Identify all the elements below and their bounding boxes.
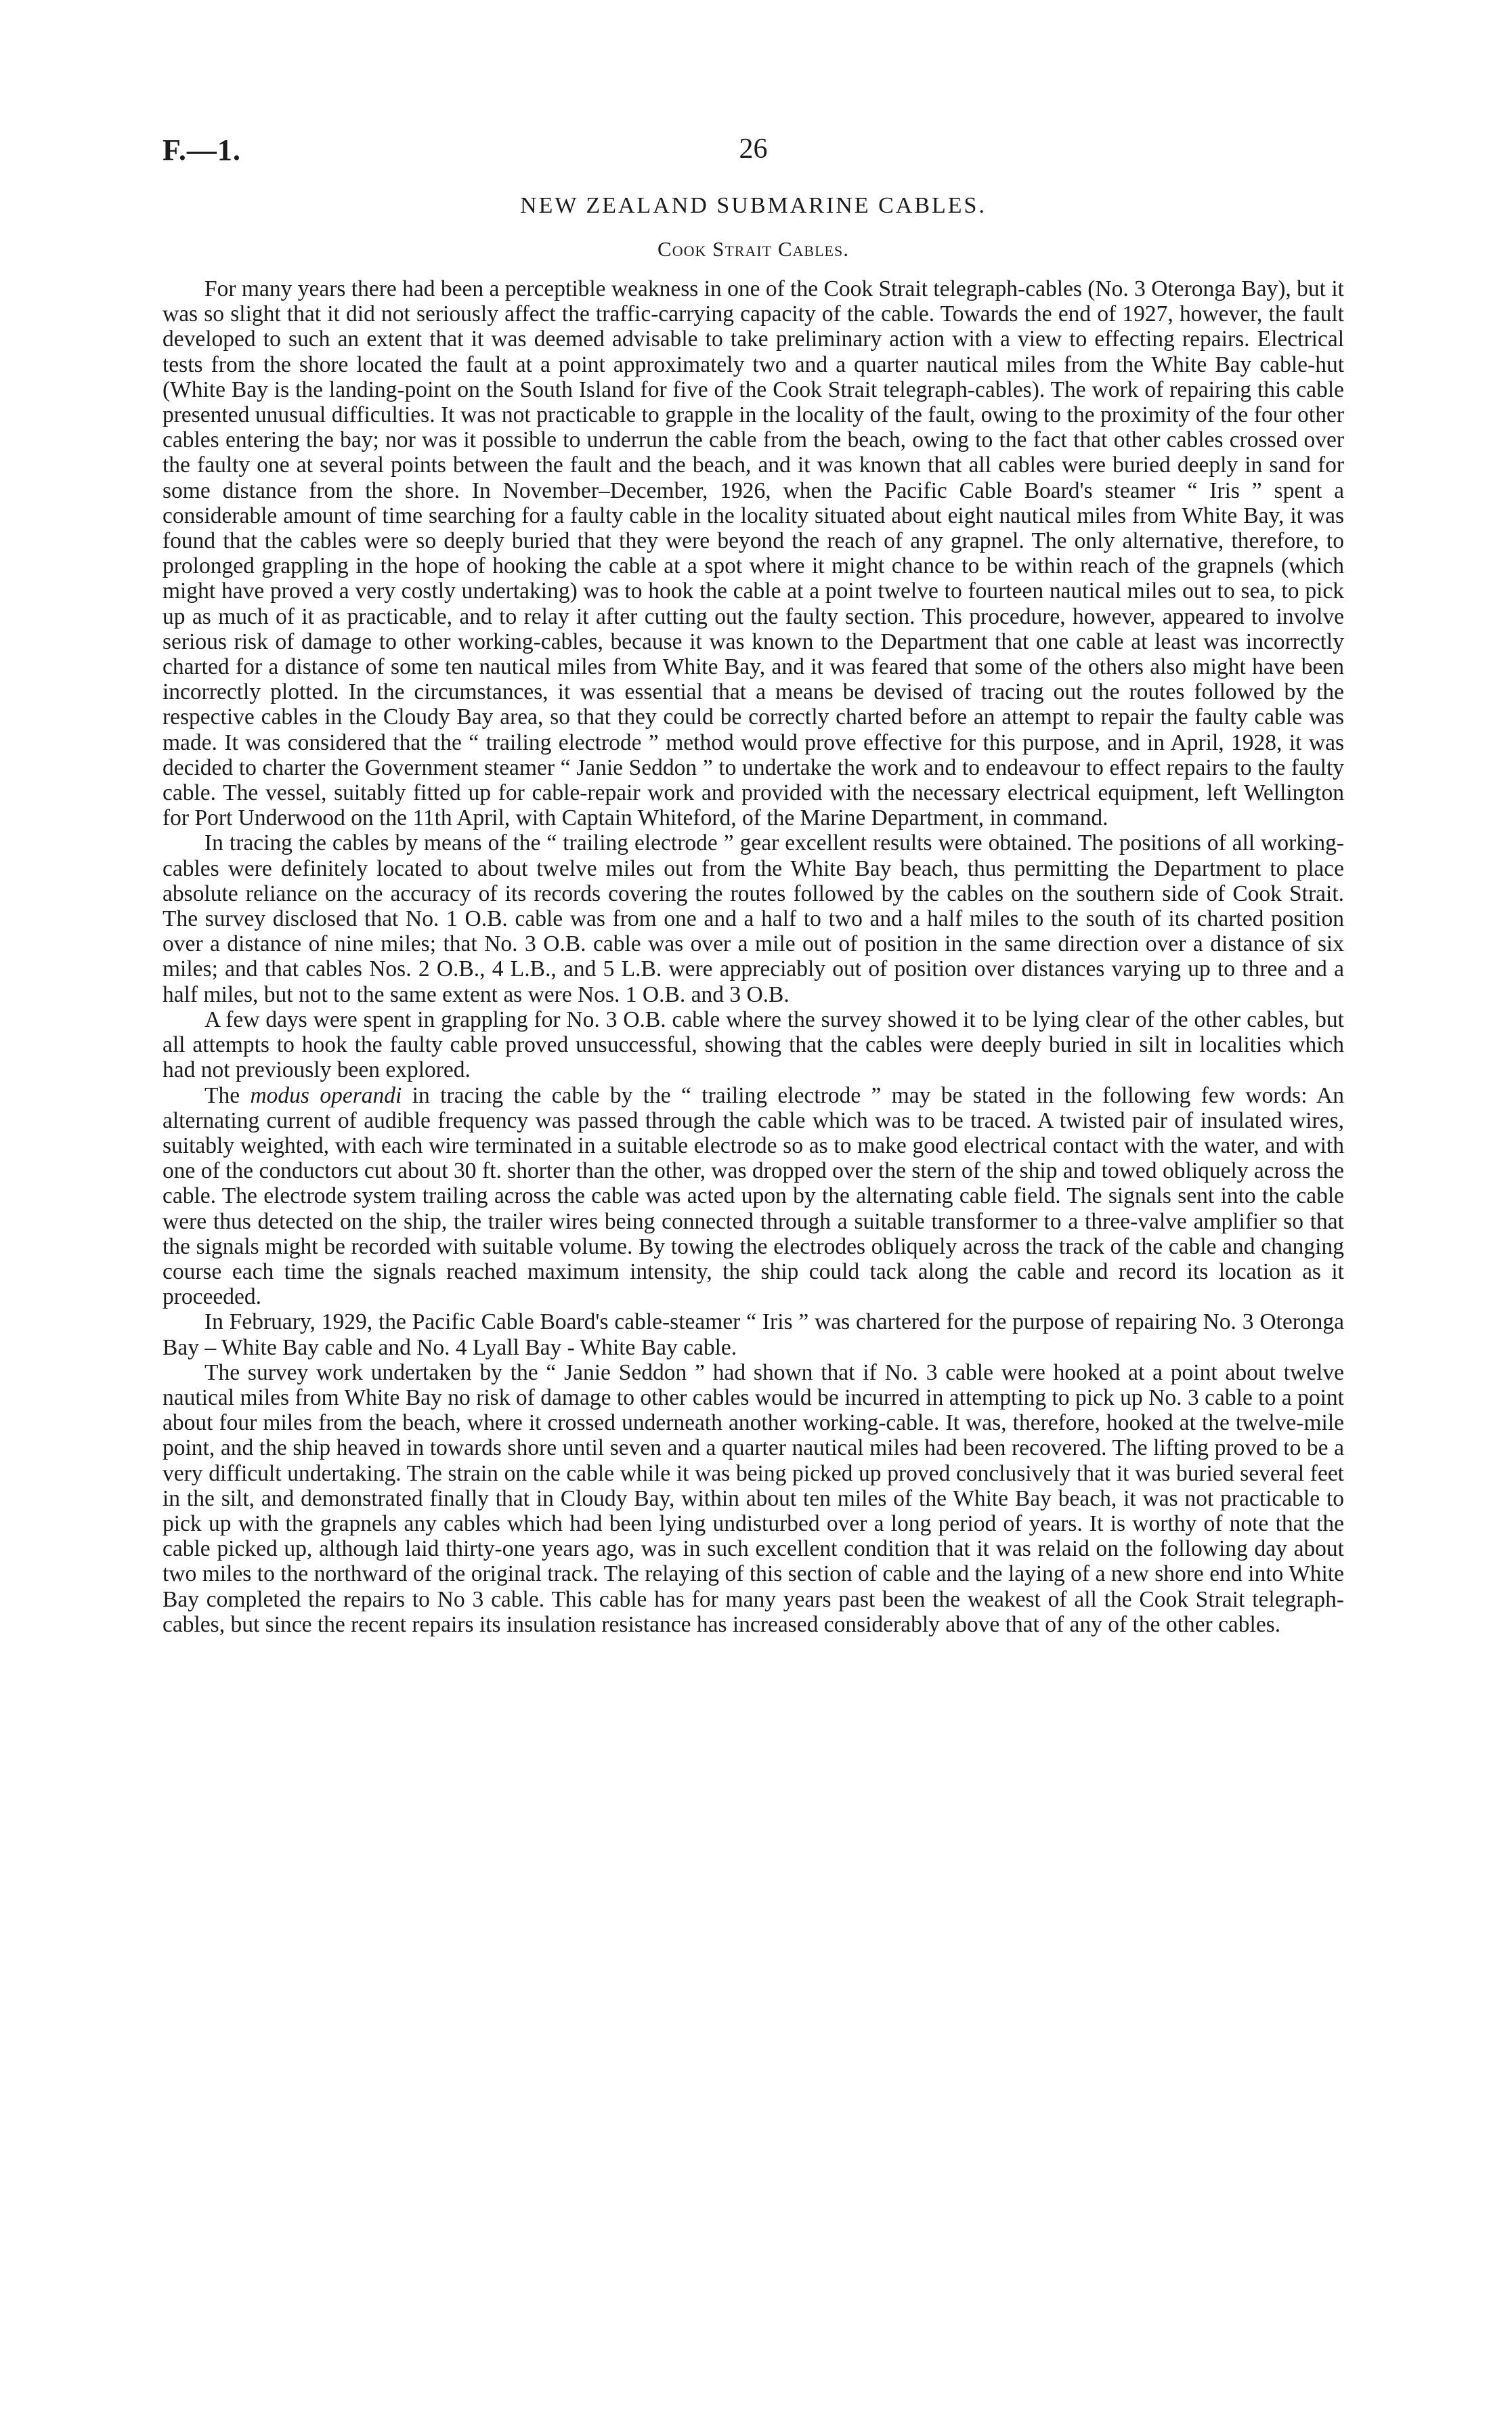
text-run: The [204,1082,251,1108]
text-run: in tracing the cable by the “ trailing electrode ” may be stated in the following few words: An alternating current of audible frequency was passed through the cable which was to be traced. A twisted pair of insulated wires, suitably weighted, with each wire terminated in a suitable electrode so as to make good electrical contact with the water, and with one of the conductors cut about 30 ft. shorter than the other, was dropped over the stern of the ship and towed obliquely across the cable. The electrode system trailing across the cable was acted upon by the alternating cable field. The signals sent into the cable were thus detected on the ship, the trailer wires being connected through a suitable transformer to a three-valve amplifier so that the signals might be recorded with suitable volume. By towing the electrodes obliquely across the track of the cable and changing course each time the signals reached maximum intensity, the ship could tack along the cable and record its location as it proceeded. [163,1082,1344,1310]
paragraph: The survey work undertaken by the “ Janie Seddon ” had shown that if No. 3 cable were hooked at a point about twelve nautical miles from White Bay no risk of damage to other cables would be incurred in attempting to pick up No. 3 cable to a point about four miles from the beach, where it crossed underneath another working-cable. It was, therefore, hooked at the twelve-mile point, and the ship heaved in towards shore until seven and a quarter nautical miles had been recovered. The lifting proved to be a very difficult undertaking. The strain on the cable while it was being picked up proved conclusively that it was buried several feet in the silt, and demonstrated finally that in Cloudy Bay, within about ten miles of the White Bay beach, it was not practicable to pick up with the grapnels any cables which had been lying undisturbed over a long period of years. It is worthy of note that the cable picked up, although laid thirty-one years ago, was in such excellent condition that it was relaid on the following day about two miles to the northward of the original track. The relaying of this section of cable and the laying of a new shore end into White Bay completed the repairs to No 3 cable. This cable has for many years past been the weakest of all the Cook Strait telegraph-cables, but since the recent repairs its insulation resistance has increased considerably above that of any of the other cables. [163,1359,1344,1637]
paragraph: A few days were spent in grappling for No. 3 O.B. cable where the survey showed it to be lying clear of the other cables, but all attempts to hook the faulty cable proved unsuccessful, showing that the cables were deeply buried in silt in localities which had not previously been explored. [163,1007,1344,1083]
paragraph-modus-operandi [163,1083,1344,1310]
page-number: 26 [739,133,768,165]
page-title: NEW ZEALAND SUBMARINE CABLES. [520,193,987,218]
paragraph: For many years there had been a perceptible weakness in one of the Cook Strait telegraph-cables (No. 3 Oteronga Bay), but it was so slight that it did not seriously affect the traffic-carrying capacity of the cable. Towards the end of 1927, however, the fault developed to such an extent that it was deemed advisable to take preliminary action with a view to effecting repairs. Electrical tests from the shore located the fault at a point approximately two and a quarter nautical miles from the White Bay cable-hut (White Bay is the landing-point on the South Island for five of the Cook Strait telegraph-cables). The work of repairing this cable presented unusual difficulties. It was not practicable to grapple in the locality of the fault, owing to the proximity of the four other cables entering the bay; nor was it possible to underrun the cable from the beach, owing to the fact that other cables crossed over the faulty one at several points between the fault and the beach, and it was known that all cables were buried deeply in sand for some distance from the shore. In November–December, 1926, when the Pacific Cable Board's steamer “ Iris ” spent a considerable amount of time searching for a faulty cable in the locality situated about eight nautical miles from White Bay, it was found that the cables were so deeply buried that they were beyond the reach of any grapnel. The only alternative, therefore, to prolonged grappling in the hope of hooking the cable at a spot where it might chance to be within reach of the grapnels (which might have proved a very costly undertaking) was to hook the cable at a point twelve to fourteen nautical miles out to sea, to pick up as much of it as practicable, and to relay it after cutting out the faulty section. This procedure, however, appeared to involve serious risk of damage to other working-cables, because it was known to the Department that one cable at least was incorrectly charted for a distance of some ten nautical miles from White Bay, and it was feared that some of the others also might have been incorrectly plotted. In the circumstances, it was essential that a means be devised of tracing out the routes followed by the respective cables in the Cloudy Bay area, so that they could be correctly charted before an attempt to repair the faulty cable was made. It was considered that the “ trailing electrode ” method would prove effective for this purpose, and in April, 1928, it was decided to charter the Government steamer “ Janie Seddon ” to undertake the work and to endeavour to effect repairs to the faulty cable. The vessel, suitably fitted up for cable-repair work and provided with the necessary electrical equipment, left Wellington for Port Underwood on the 11th April, with Captain Whiteford, of the Marine Department, in command. [163,276,1344,831]
paragraph: In February, 1929, the Pacific Cable Board's cable-steamer “ Iris ” was chartered for the purpose of repairing No. 3 Oteronga Bay – White Bay cable and No. 4 Lyall Bay - White Bay cable. [163,1309,1344,1360]
italic-phrase: modus operandi [250,1082,402,1108]
body-text [163,276,1344,1637]
document-reference: F.—1. [163,133,241,167]
section-subtitle: Cook Strait Cables. [657,237,849,261]
paragraph: In tracing the cables by means of the “ trailing electrode ” gear excellent results were obtained. The positions of all working-cables were definitely located to about twelve miles out from the White Bay beach, thus permitting the Department to place absolute reliance on the accuracy of its records covering the routes followed by the cables on the southern side of Cook Strait. The survey disclosed that No. 1 O.B. cable was from one and a half to two and a half miles to the south of its charted position over a distance of nine miles; that No. 3 O.B. cable was over a mile out of position in the same direction over a distance of six miles; and that cables Nos. 2 O.B., 4 L.B., and 5 L.B. were appreciably out of position over distances varying up to three and a half miles, but not to the same extent as were Nos. 1 O.B. and 3 O.B. [163,830,1344,1007]
page-header [163,133,1344,173]
